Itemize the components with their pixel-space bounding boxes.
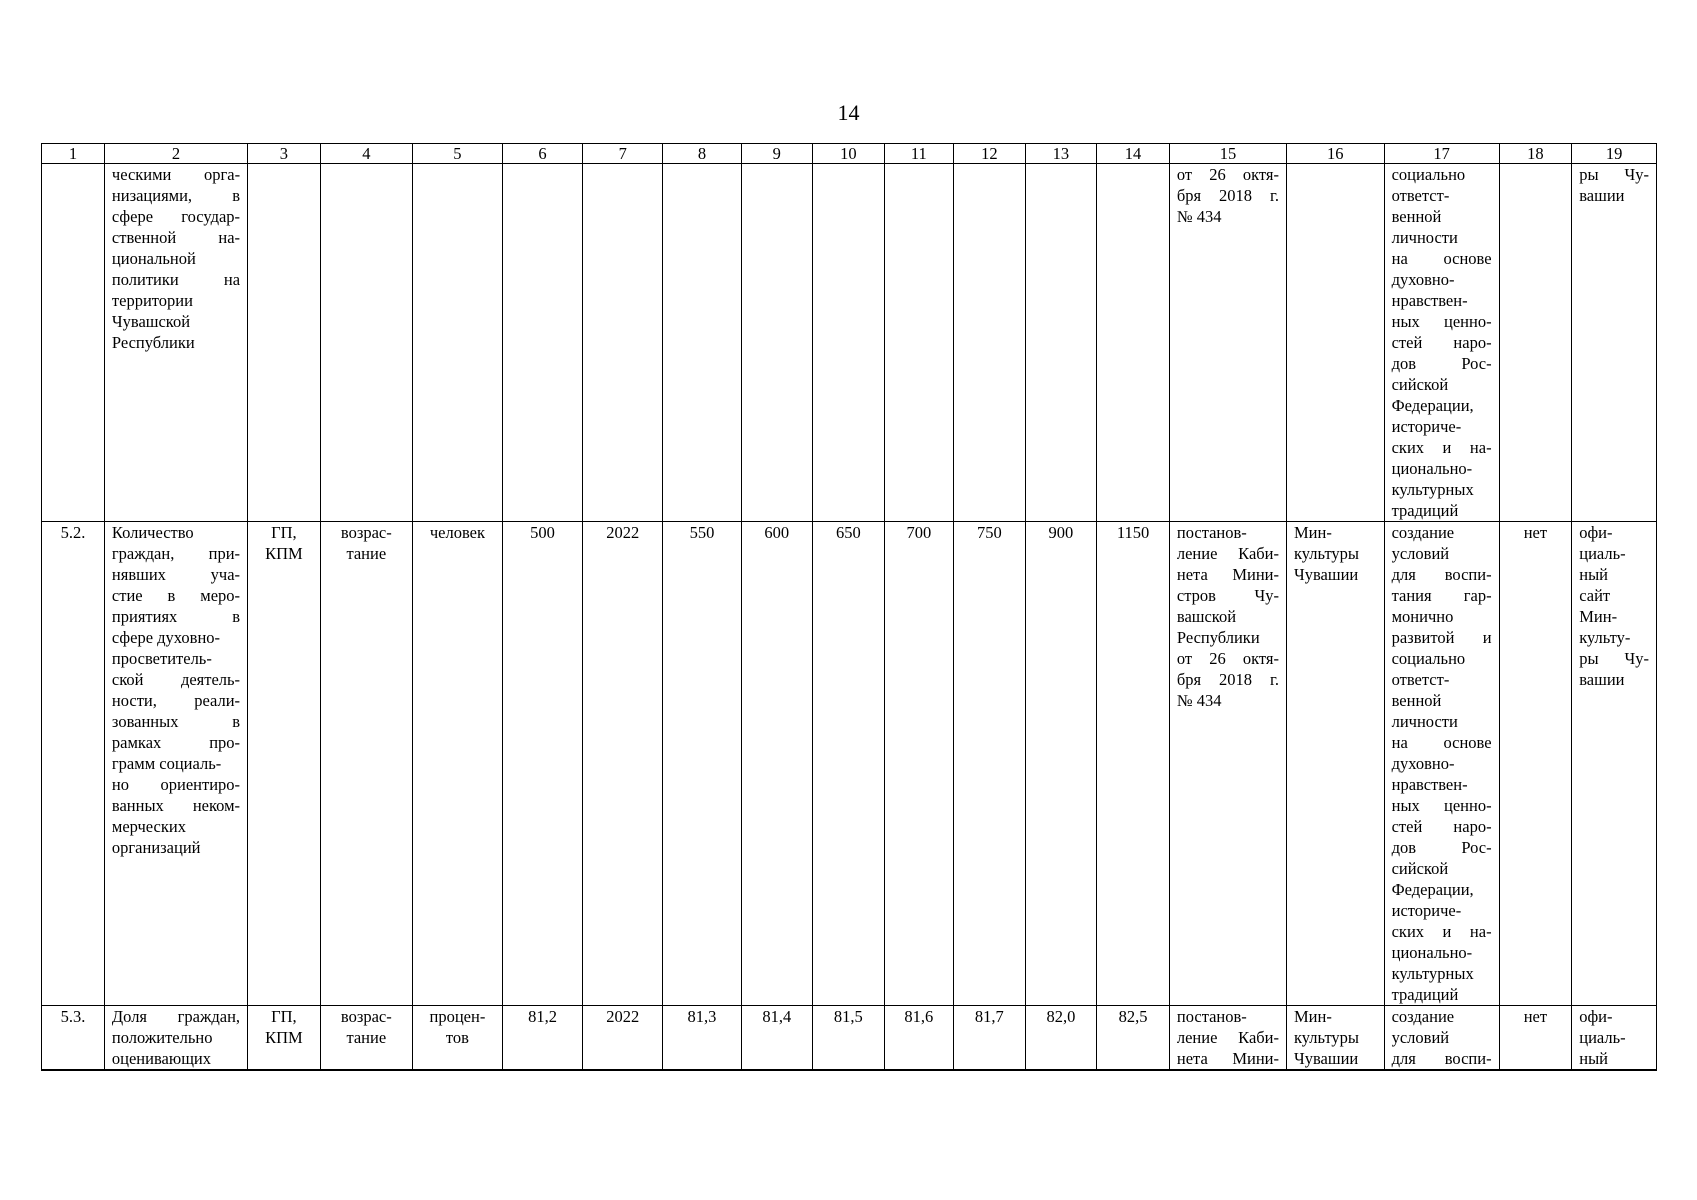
table-cell-col-10: 81,5 — [813, 1006, 885, 1071]
table-cell-col-2 — [104, 164, 247, 522]
cell-line: ный — [1579, 1049, 1608, 1068]
cell-line: КПМ — [265, 544, 303, 563]
cell-line: дов Рос- — [1391, 354, 1492, 373]
cell-line: ских и на- — [1391, 438, 1492, 457]
table-cell-col-6: 81,2 — [502, 1006, 582, 1071]
table-cell-col-13 — [1025, 164, 1097, 522]
table-cell-col-15 — [1169, 522, 1286, 1006]
header-cell: 6 — [502, 144, 582, 164]
table-cell-col-9: 81,4 — [741, 1006, 813, 1071]
header-cell: 1 — [42, 144, 105, 164]
table-row — [42, 522, 1657, 1006]
table-cell-col-12 — [954, 164, 1026, 522]
table-cell-col-3 — [248, 164, 321, 522]
cell-line: сайт — [1579, 586, 1611, 605]
table-row — [42, 164, 1657, 522]
table-cell-col-10: 650 — [813, 522, 885, 1006]
cell-line: нравствен- — [1391, 775, 1468, 794]
table-cell-col-8 — [663, 164, 741, 522]
cell-line: вашии — [1579, 186, 1625, 205]
header-cell: 12 — [954, 144, 1026, 164]
cell-line: культурных — [1391, 964, 1474, 983]
cell-line: историче- — [1391, 417, 1462, 436]
cell-line: от 26 октя- — [1176, 165, 1279, 184]
table-cell-col-5 — [412, 1006, 502, 1071]
cell-line: культуры — [1294, 1028, 1360, 1047]
table-cell-col-9 — [741, 164, 813, 522]
cell-line: циаль- — [1579, 544, 1626, 563]
cell-line: Мин- — [1579, 607, 1618, 626]
cell-line: ГП, — [271, 1007, 297, 1026]
cell-line: ской деятель- — [111, 670, 241, 689]
cell-line: сфере государ- — [111, 207, 241, 226]
cell-line: культу- — [1579, 628, 1631, 647]
table-cell-col-7: 2022 — [583, 522, 663, 1006]
table-cell-col-7: 2022 — [583, 1006, 663, 1071]
table-cell-col-19 — [1572, 1006, 1657, 1071]
cell-line: офи- — [1579, 1007, 1613, 1026]
table-cell-col-10 — [813, 164, 885, 522]
cell-line: на основе — [1391, 733, 1492, 752]
cell-line: Доля граждан, — [111, 1007, 241, 1026]
cell-line: на основе — [1391, 249, 1492, 268]
cell-line: граждан, при- — [111, 544, 241, 563]
header-cell: 16 — [1287, 144, 1385, 164]
header-cell: 15 — [1169, 144, 1286, 164]
cell-line: постанов- — [1176, 523, 1247, 542]
header-cell: 10 — [813, 144, 885, 164]
table-cell-col-3 — [248, 522, 321, 1006]
table-cell-col-11 — [884, 164, 953, 522]
cell-line: вашской — [1176, 607, 1237, 626]
table-cell-col-11: 700 — [884, 522, 953, 1006]
cell-line: ных ценно- — [1391, 796, 1492, 815]
cell-line: № 434 — [1176, 207, 1222, 226]
table-body — [42, 144, 1657, 1071]
table-cell-col-13: 900 — [1025, 522, 1097, 1006]
cell-line: возрас- — [340, 1007, 392, 1026]
table-cell-col-15 — [1169, 164, 1286, 522]
cell-line: тания гар- — [1391, 586, 1492, 605]
cell-line: ответст- — [1391, 670, 1450, 689]
header-cell: 3 — [248, 144, 321, 164]
table-cell-col-14 — [1097, 164, 1170, 522]
table-cell-col-19 — [1572, 164, 1657, 522]
cell-line: КПМ — [265, 1028, 303, 1047]
cell-line: № 434 — [1176, 691, 1222, 710]
cell-line: просветитель- — [111, 649, 212, 668]
cell-line: низациями, в — [111, 186, 241, 205]
cell-line: мерческих — [111, 817, 186, 836]
header-cell: 18 — [1499, 144, 1572, 164]
cell-line: Федерации, — [1391, 396, 1474, 415]
table-cell-col-5 — [412, 164, 502, 522]
cell-line: развитой и — [1391, 628, 1492, 647]
cell-line: человек — [429, 523, 485, 542]
cell-line: монично — [1391, 607, 1454, 626]
cell-line: постанов- — [1176, 1007, 1247, 1026]
cell-line: ности, реали- — [111, 691, 241, 710]
cell-line: традиций — [1391, 985, 1459, 1004]
table-cell-col-15 — [1169, 1006, 1286, 1071]
cell-line: традиций — [1391, 501, 1459, 520]
table-cell-col-18: нет — [1499, 1006, 1572, 1071]
cell-line: Федерации, — [1391, 880, 1474, 899]
table-cell-col-14: 1150 — [1097, 522, 1170, 1006]
cell-line: социально — [1391, 165, 1466, 184]
table-cell-col-17 — [1384, 522, 1499, 1006]
table-cell-col-18 — [1499, 164, 1572, 522]
cell-line: ционально- — [1391, 459, 1473, 478]
cell-line: положительно — [111, 1028, 213, 1047]
cell-line: ных ценно- — [1391, 312, 1492, 331]
table-cell-col-8: 550 — [663, 522, 741, 1006]
table-cell-col-2 — [104, 1006, 247, 1071]
cell-line: стров Чу- — [1176, 586, 1279, 605]
cell-line: оценивающих — [111, 1049, 211, 1068]
indicators-table — [41, 143, 1657, 1071]
cell-line: условий — [1391, 1028, 1450, 1047]
cell-line: создание — [1391, 1007, 1455, 1026]
cell-line: венной — [1391, 207, 1442, 226]
table-cell-col-4 — [320, 522, 412, 1006]
cell-line: культурных — [1391, 480, 1474, 499]
cell-line: от 26 октя- — [1176, 649, 1279, 668]
cell-line: сийской — [1391, 859, 1449, 878]
cell-line: Чувашской — [111, 312, 191, 331]
cell-line: политики на — [111, 270, 241, 289]
cell-line: бря 2018 г. — [1176, 186, 1279, 205]
cell-line: личности — [1391, 228, 1458, 247]
table-cell-col-1: 5.2. — [42, 522, 105, 1006]
cell-line: тание — [346, 1028, 387, 1047]
cell-line: ры Чу- — [1579, 165, 1649, 184]
cell-line: Мин- — [1294, 1007, 1332, 1026]
cell-line: ческими орга- — [111, 165, 241, 184]
cell-line: дов Рос- — [1391, 838, 1492, 857]
cell-line: приятиях в — [111, 607, 241, 626]
cell-line: процен- — [429, 1007, 486, 1026]
cell-line: нравствен- — [1391, 291, 1468, 310]
table-cell-col-6 — [502, 164, 582, 522]
cell-line: организаций — [111, 838, 201, 857]
header-cell: 19 — [1572, 144, 1657, 164]
table-cell-col-17 — [1384, 1006, 1499, 1071]
cell-line: территории — [111, 291, 193, 310]
table-cell-col-3 — [248, 1006, 321, 1071]
cell-line: для воспи- — [1391, 565, 1492, 584]
header-cell: 7 — [583, 144, 663, 164]
table-cell-col-16 — [1287, 1006, 1385, 1071]
header-cell: 2 — [104, 144, 247, 164]
table-cell-col-19 — [1572, 522, 1657, 1006]
cell-line: циональной — [111, 249, 196, 268]
cell-line: условий — [1391, 544, 1450, 563]
cell-line: ванных неком- — [111, 796, 241, 815]
cell-line: сфере духовно- — [111, 628, 221, 647]
table-cell-col-16 — [1287, 522, 1385, 1006]
cell-line: Количество — [111, 523, 194, 542]
cell-line: личности — [1391, 712, 1458, 731]
table-cell-col-8: 81,3 — [663, 1006, 741, 1071]
header-cell: 4 — [320, 144, 412, 164]
table-cell-col-5 — [412, 522, 502, 1006]
page-number: 14 — [837, 100, 860, 125]
table-cell-col-11: 81,6 — [884, 1006, 953, 1071]
cell-line: ление Каби- — [1176, 1028, 1279, 1047]
header-cell: 8 — [663, 144, 741, 164]
table-row — [42, 1006, 1657, 1071]
cell-line: ры Чу- — [1579, 649, 1649, 668]
cell-line: рамках про- — [111, 733, 241, 752]
cell-line: вашии — [1579, 670, 1625, 689]
cell-line: нета Мини- — [1176, 565, 1279, 584]
header-cell: 5 — [412, 144, 502, 164]
cell-line: духовно- — [1391, 270, 1455, 289]
cell-line: сийской — [1391, 375, 1449, 394]
table-cell-col-7 — [583, 164, 663, 522]
cell-line: зованных в — [111, 712, 241, 731]
cell-line: возрас- — [340, 523, 392, 542]
cell-line: тание — [346, 544, 387, 563]
table-cell-col-13: 82,0 — [1025, 1006, 1097, 1071]
cell-line: ный — [1579, 565, 1608, 584]
table-cell-col-17 — [1384, 164, 1499, 522]
cell-line: венной — [1391, 691, 1442, 710]
table-cell-col-16 — [1287, 164, 1385, 522]
header-cell: 17 — [1384, 144, 1499, 164]
cell-line: стей наро- — [1391, 817, 1492, 836]
cell-line: ление Каби- — [1176, 544, 1279, 563]
cell-line: бря 2018 г. — [1176, 670, 1279, 689]
table-cell-col-12: 750 — [954, 522, 1026, 1006]
cell-line: Чувашии — [1294, 565, 1359, 584]
header-cell: 14 — [1097, 144, 1170, 164]
cell-line: для воспи- — [1391, 1049, 1492, 1068]
cell-line: ционально- — [1391, 943, 1473, 962]
header-cell: 9 — [741, 144, 813, 164]
table-cell-col-18: нет — [1499, 522, 1572, 1006]
cell-line: ответст- — [1391, 186, 1450, 205]
cell-line: Чувашии — [1294, 1049, 1359, 1068]
table-cell-col-9: 600 — [741, 522, 813, 1006]
table-cell-col-1 — [42, 164, 105, 522]
cell-line: нявших уча- — [111, 565, 241, 584]
table-cell-col-2 — [104, 522, 247, 1006]
table-cell-col-4 — [320, 164, 412, 522]
header-cell: 13 — [1025, 144, 1097, 164]
cell-line: социально — [1391, 649, 1466, 668]
cell-line: стие в меро- — [111, 586, 241, 605]
cell-line: ственной на- — [111, 228, 241, 247]
cell-line: Мин- — [1294, 523, 1332, 542]
cell-line: ских и на- — [1391, 922, 1492, 941]
table-cell-col-1: 5.3. — [42, 1006, 105, 1071]
table-cell-col-12: 81,7 — [954, 1006, 1026, 1071]
cell-line: создание — [1391, 523, 1455, 542]
cell-line: Республики — [1176, 628, 1260, 647]
table-cell-col-6: 500 — [502, 522, 582, 1006]
cell-line: Республики — [111, 333, 195, 352]
cell-line: ГП, — [271, 523, 297, 542]
header-row — [42, 144, 1657, 164]
cell-line: но ориентиро- — [111, 775, 241, 794]
table-cell-col-14: 82,5 — [1097, 1006, 1170, 1071]
cell-line: нета Мини- — [1176, 1049, 1279, 1068]
cell-line: историче- — [1391, 901, 1462, 920]
header-cell: 11 — [884, 144, 953, 164]
cell-line: духовно- — [1391, 754, 1455, 773]
cell-line: стей наро- — [1391, 333, 1492, 352]
cell-line: циаль- — [1579, 1028, 1626, 1047]
table-cell-col-4 — [320, 1006, 412, 1071]
cell-line: грамм социаль- — [111, 754, 222, 773]
cell-line: тов — [445, 1028, 469, 1047]
cell-line: офи- — [1579, 523, 1613, 542]
cell-line: культуры — [1294, 544, 1360, 563]
